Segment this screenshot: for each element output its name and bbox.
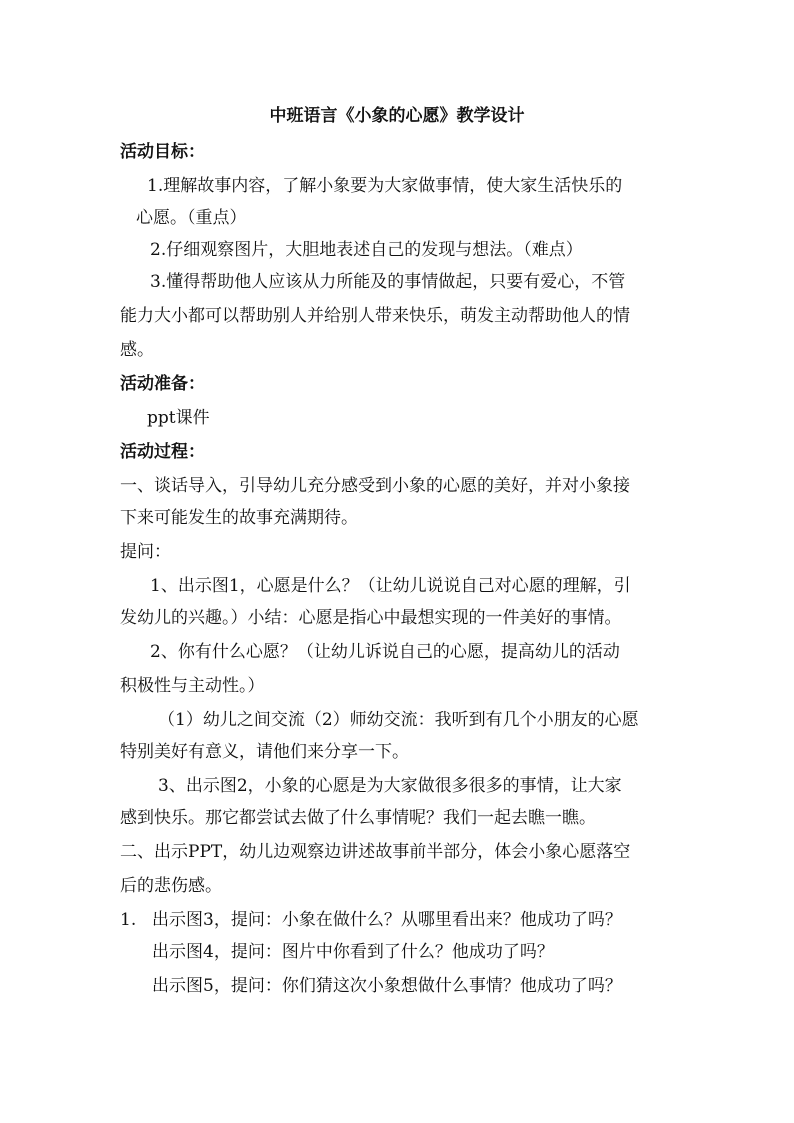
question-2-line-1: 2、你有什么心愿？（让幼儿诉说自己的心愿，提高幼儿的活动 <box>150 642 620 662</box>
process-part-1-line-2: 下来可能发生的故事充满期待。 <box>120 508 358 528</box>
goal-3-line-1: 3.懂得帮助他人应该从力所能及的事情做起，只要有爱心，不管 <box>150 272 626 292</box>
exchange-line-2: 特别美好有意义，请他们来分享一下。 <box>120 742 409 762</box>
process-part-2-line-1: 二、出示PPT，幼儿边观察边讲述故事前半部分，体会小象心愿落空 <box>120 842 631 862</box>
question-3-line-2: 感到快乐。那它都尝试去做了什么事情呢？我们一起去瞧一瞧。 <box>120 808 596 828</box>
goal-3-line-3: 感。 <box>120 340 154 360</box>
goal-1-line-2: 心愿。（重点） <box>136 208 247 228</box>
goal-1-line-1: 1.理解故事内容，了解小象要为大家做事情，使大家生活快乐的 <box>147 176 623 196</box>
question-1-line-2: 发幼儿的兴趣。）小结：心愿是指心中最想实现的一件美好的事情。 <box>120 608 622 628</box>
section-heading-goals: 活动目标： <box>120 142 205 162</box>
list-number-1: 1. <box>120 910 137 930</box>
picture-5-question: 出示图5，提问：你们猜这次小象想做什么事情？他成功了吗？ <box>152 976 622 996</box>
question-label: 提问： <box>120 542 171 562</box>
document-title: 中班语言《小象的心愿》教学设计 <box>269 106 525 126</box>
section-heading-process: 活动过程： <box>120 442 205 462</box>
process-part-2-line-2: 后的悲伤感。 <box>120 876 222 896</box>
exchange-line-1: （1）幼儿之间交流（2）师幼交流：我听到有几个小朋友的心愿 <box>158 710 639 730</box>
picture-3-question: 出示图3，提问：小象在做什么？从哪里看出来？他成功了吗？ <box>152 910 622 930</box>
question-1-line-1: 1、出示图1，心愿是什么？（让幼儿说说自己对心愿的理解，引 <box>150 576 631 596</box>
question-2-line-2: 积极性与主动性。） <box>120 676 265 696</box>
section-heading-preparation: 活动准备： <box>120 374 205 394</box>
goal-2-line: 2.仔细观察图片，大胆地表述自己的发现与想法。（难点） <box>150 240 583 260</box>
process-part-1-line-1: 一、谈话导入，引导幼儿充分感受到小象的心愿的美好，并对小象接 <box>120 476 630 496</box>
question-3-line-1: 3、出示图2，小象的心愿是为大家做很多很多的事情，让大家 <box>158 776 622 796</box>
picture-4-question: 出示图4，提问：图片中你看到了什么？他成功了吗？ <box>152 942 554 962</box>
goal-3-line-2: 能力大小都可以帮助别人并给别人带来快乐，萌发主动帮助他人的情 <box>120 306 630 326</box>
preparation-item: ppt课件 <box>147 408 210 428</box>
